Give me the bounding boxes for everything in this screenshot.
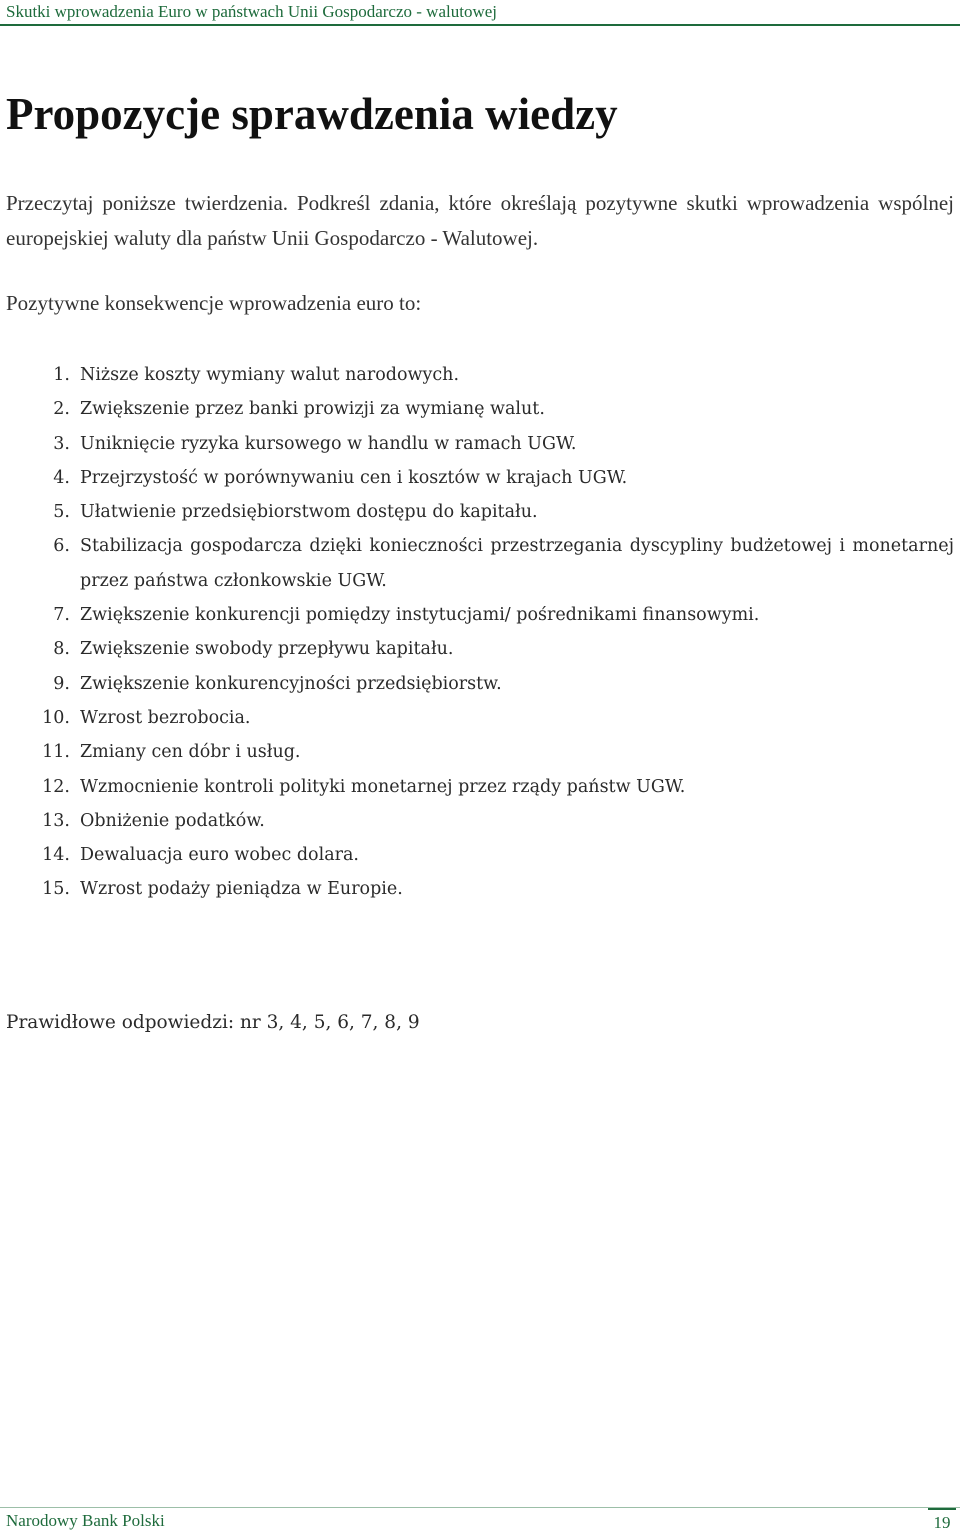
list-item-text: Stabilizacja gospodarcza dzięki konieczności przestrzegania dyscypliny budżetowej i monetarnej przez państwa członkowskie UGW. <box>80 536 954 591</box>
list-item <box>0 838 960 872</box>
statements-list <box>0 358 960 907</box>
correct-answers: Prawidłowe odpowiedzi: nr 3, 4, 5, 6, 7, 8, 9 <box>6 1012 420 1033</box>
list-item-number: 9. <box>53 673 70 694</box>
list-item-number: 8. <box>53 639 70 660</box>
list-item-number: 15. <box>42 879 70 900</box>
list-item-number: 2. <box>53 399 70 420</box>
list-item-number: 1. <box>53 365 70 385</box>
list-item-text: Zmiany cen dóbr i usług. <box>80 742 301 763</box>
list-item-text: Przejrzystość w porównywaniu cen i kosztów w krajach UGW. <box>80 467 628 488</box>
list-item-text: Wzrost bezrobocia. <box>80 707 251 728</box>
running-header <box>0 0 960 26</box>
list-item <box>0 770 960 804</box>
footer-publisher: Narodowy Bank Polski <box>6 1511 165 1530</box>
footer-divider <box>0 1507 960 1508</box>
list-item-number: 14. <box>42 845 70 866</box>
list-item <box>0 358 960 392</box>
list-item-text: Dewaluacja euro wobec dolara. <box>80 845 359 866</box>
list-item-text: Zwiększenie konkurencji pomiędzy instytucjami/ pośrednikami finansowymi. <box>80 605 760 626</box>
list-item <box>0 667 960 701</box>
list-item <box>0 427 960 461</box>
list-item <box>0 632 960 666</box>
list-item-text: Zwiększenie konkurencyjności przedsiębiorstw. <box>80 673 502 694</box>
list-item <box>0 735 960 769</box>
page-number: 19 <box>928 1508 956 1536</box>
list-item-number: 13. <box>42 810 70 831</box>
list-item <box>0 872 960 906</box>
list-item-text: Zwiększenie swobody przepływu kapitału. <box>80 639 454 660</box>
list-item-number: 3. <box>53 433 70 454</box>
page-title: Propozycje sprawdzenia wiedzy <box>6 89 618 139</box>
list-item <box>0 392 960 426</box>
running-header-title: Skutki wprowadzenia Euro w państwach Unii Gospodarczo - walutowej <box>6 2 497 21</box>
instruction-paragraph: Przeczytaj poniższe twierdzenia. Podkreśl zdania, które określają pozytywne skutki wprowadzenia wspólnej europejskiej waluty dla państw Unii Gospodarczo - Walutowej. <box>6 191 954 250</box>
list-lead-text: Pozytywne konsekwencje wprowadzenia euro to: <box>6 291 422 315</box>
list-item-number: 6. <box>53 536 70 557</box>
list-item-number: 7. <box>53 605 70 626</box>
list-item-text: Wzrost podaży pieniądza w Europie. <box>80 879 403 900</box>
list-item <box>0 701 960 735</box>
list-item-text: Niższe koszty wymiany walut narodowych. <box>80 365 460 385</box>
list-item-number: 4. <box>53 467 70 488</box>
list-item <box>0 495 960 529</box>
list-item <box>0 598 960 632</box>
list-item-number: 10. <box>42 707 70 728</box>
list-item <box>0 804 960 838</box>
list-item-text: Obniżenie podatków. <box>80 810 265 831</box>
list-item <box>0 461 960 495</box>
list-item-number: 5. <box>53 502 70 523</box>
list-item-text: Ułatwienie przedsiębiorstwom dostępu do kapitału. <box>80 502 538 523</box>
list-item-number: 12. <box>42 776 70 797</box>
list-item <box>0 529 960 598</box>
list-item-number: 11. <box>42 742 70 763</box>
list-item-text: Uniknięcie ryzyka kursowego w handlu w ramach UGW. <box>80 433 577 454</box>
list-item-text: Wzmocnienie kontroli polityki monetarnej przez rządy państw UGW. <box>80 776 686 797</box>
list-item-text: Zwiększenie przez banki prowizji za wymianę walut. <box>80 399 545 420</box>
